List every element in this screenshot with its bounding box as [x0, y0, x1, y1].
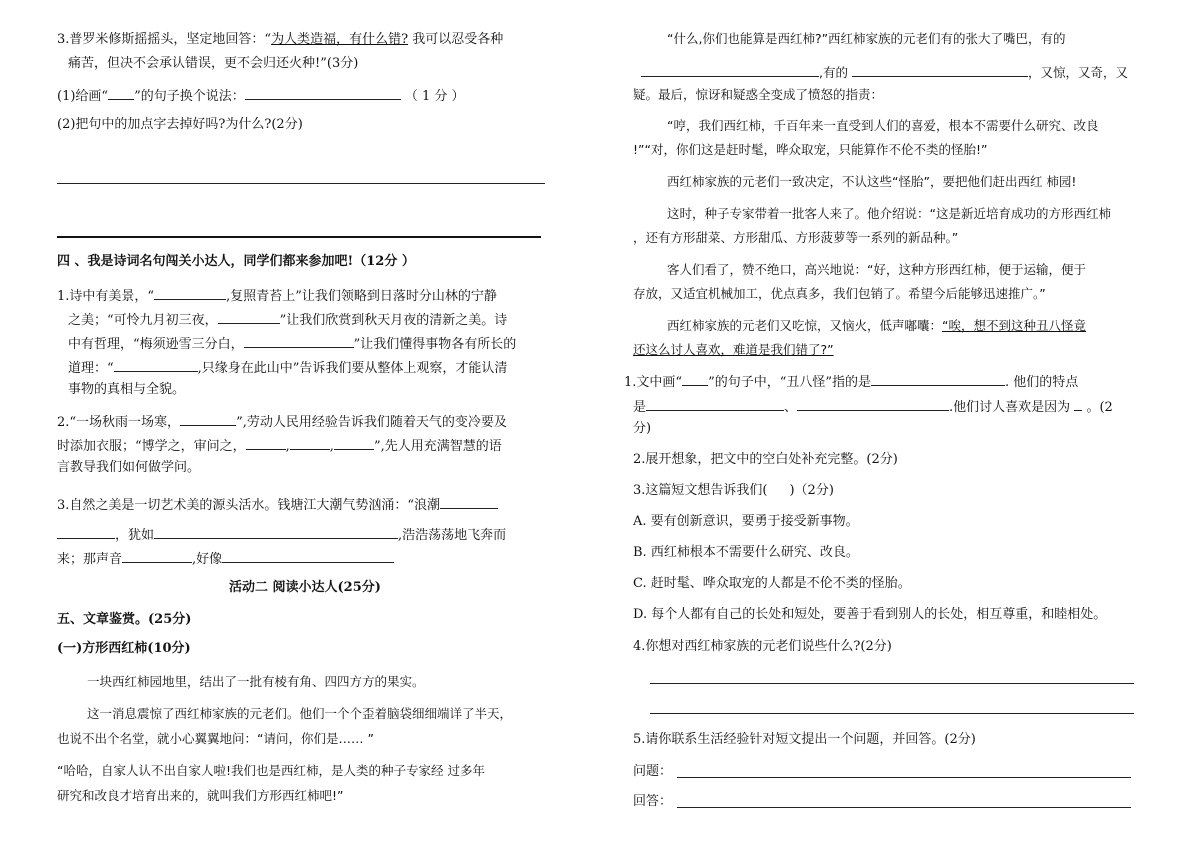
option-d[interactable]: D. 每个人都有自己的长处和短处，要善于看到别人的长处，相互尊重，和睦相处。 [633, 607, 1107, 622]
blank[interactable] [246, 435, 286, 450]
section5-title: 五、文章鉴赏。(25分) [57, 612, 192, 627]
blank[interactable] [154, 285, 226, 300]
q3-sub2: (2)把句中的加点字去掉好吗?为什么?(2分) [57, 117, 303, 132]
blank[interactable] [440, 494, 498, 509]
answer-line[interactable] [650, 683, 1134, 684]
answer-line[interactable] [650, 713, 1134, 714]
poem-q2-line3: 言教导我们如何做学问。 [57, 460, 201, 475]
poem-q1-line2: 之美；“可怜九月初三夜， ”让我们欣赏到秋天月夜的清新之美。诗 [68, 309, 507, 330]
article-para8-line2: 存放，又适宜机械加工，优点真多，我们包销了。希望今后能够迅速推广。” [633, 286, 1046, 301]
activity2-title: 活动二 阅读小达人(25分) [229, 580, 381, 595]
q3-line2: 痛苦，但决不会承认错误，更不会归还火种!”(3分) [68, 56, 359, 71]
answer-line[interactable] [57, 236, 541, 238]
underlined-sentence: 为人类造福，有什么错? [271, 32, 409, 47]
article-para4-line2: ,有的 ，又惊，又奇，又 [641, 62, 1128, 82]
article-para9-line2 [633, 341, 834, 359]
poem-q1-line4: 道理：“ ,只缘身在此山中”告诉我们要从整体上观察，才能认清 [68, 357, 507, 378]
blank[interactable] [57, 524, 115, 539]
blank[interactable] [682, 371, 708, 386]
q3-sub1: (1)给画“ ”的句子换个说法： （ 1 分 ） [57, 85, 465, 106]
reading-q1-line3: 分) [633, 421, 652, 436]
blank[interactable] [1074, 396, 1082, 411]
article-title: (一)方形西红柿(10分) [57, 641, 191, 656]
blank[interactable] [108, 85, 134, 100]
blank[interactable] [871, 371, 1005, 386]
article-para2-line2: 也说不出个名堂，就小心翼翼地问：“请问，你们是…… ” [57, 731, 374, 746]
article-para6: 西红柿家族的元老们一致决定，不认这些“怪胎”，要把他们赶出西红 柿园! [667, 174, 1077, 189]
article-para3-line1: “哈哈，自家人认不出自家人啦!我们也是西红柿，是人类的种子专家经 过多年 [57, 763, 485, 778]
poem-q1-line5: 事物的真相与全貌。 [68, 382, 186, 397]
poem-q3-line2: ，犹如 ,浩浩荡荡地飞奔而 [57, 524, 506, 545]
article-para5-line1: “哼，我们西红柿，千百年来一直受到人们的喜爱，根本不需要什么研究、改良 [667, 118, 1099, 133]
article-para8-line1: 客人们看了，赞不绝口，高兴地说：“好，这种方形西红柿，便于运输，便于 [667, 262, 1086, 277]
poem-q2-line1: 2.“一场秋雨一场寒， ”,劳动人民用经验告诉我们随着天气的变冷要及 [57, 411, 507, 432]
blank[interactable] [222, 548, 394, 563]
reading-q3: 3.这篇短文想告诉我们( )（2分) [633, 483, 834, 498]
reading-q1-line2: 是 、 .他们讨人喜欢是因为 。(2 [633, 396, 1113, 417]
blank[interactable] [334, 435, 374, 450]
article-para9-line1: 西红柿家族的元老们又吃惊，又恼火，低声嘟囔：“唉，想不到这种丑八怪竟 [667, 318, 1086, 333]
underlined-sentence: 还这么讨人喜欢，难道是我们错了?” [633, 342, 834, 357]
reading-q4: 4.你想对西红柿家族的元老们说些什么?(2分) [633, 639, 892, 654]
option-b[interactable]: B. 西红柿根本不需要什么研究、改良。 [633, 545, 859, 560]
poem-q1-line3: 中有哲理，“梅须逊雪三分白， ”让我们懂得事物各有所长的 [68, 333, 516, 354]
article-para2-line1: 这一消息震惊了西红柿家族的元老们。他们一个个歪着脑袋细细端详了半天， [87, 706, 513, 721]
blank[interactable] [114, 357, 198, 372]
article-para3-line2: 研究和改良才培育出来的，就叫我们方形西红柿吧!” [57, 788, 344, 803]
section4-title: 四 、我是诗词名句闯关小达人，同学们都来参加吧!（12分 ） [57, 254, 415, 269]
q3-line1: 3.普罗米修斯摇摇头，坚定地回答：“为人类造福，有什么错? 我可以忍受各种 [57, 32, 504, 47]
answer-answer-line[interactable] [677, 807, 1131, 808]
blank[interactable] [290, 435, 330, 450]
blank[interactable] [852, 62, 1028, 77]
blank[interactable] [180, 411, 236, 426]
blank[interactable] [122, 548, 192, 563]
answer-line[interactable] [57, 183, 545, 184]
option-c[interactable]: C. 赶时髦、哗众取宠的人都是不伦不类的怪胎。 [633, 576, 911, 591]
question-answer-line[interactable] [677, 777, 1131, 778]
reading-q2: 2.展开想象，把文中的空白处补充完整。(2分) [633, 452, 898, 467]
article-para4-line3: 疑。最后，惊讶和疑惑全变成了愤怒的指责： [633, 87, 884, 102]
article-para5-line2: !”“对，你们这是赶时髦，哗众取宠，只能算作不伦不类的怪胎!” [633, 142, 988, 157]
blank[interactable] [797, 396, 949, 411]
blank[interactable] [646, 396, 784, 411]
article-para1: 一块西红柿园地里，结出了一批有棱有角、四四方方的果实。 [87, 674, 425, 689]
blank[interactable] [218, 309, 280, 324]
answer-label: 回答： [633, 794, 673, 809]
article-para7-line2: ，还有方形甜菜、方形甜瓜、方形菠萝等一系列的新品种。” [633, 230, 959, 245]
reading-q1-line1: 1.文中画“ ”的句子中，“丑八怪”指的是 . 他们的特点 [624, 371, 1078, 392]
article-para7-line1: 这时，种子专家带着一批客人来了。他介绍说：“这是新近培育成功的方形西红柿 [667, 206, 1111, 221]
answer-blank[interactable] [245, 85, 401, 100]
blank[interactable] [154, 524, 398, 539]
poem-q1-line1: 1.诗中有美景，“ ,复照青苔上”让我们领略到日落时分山林的宁静 [57, 285, 497, 306]
option-a[interactable]: A. 要有创新意识，要勇于接受新事物。 [633, 514, 859, 529]
question-label: 问题： [633, 764, 673, 779]
blank[interactable] [244, 333, 354, 348]
article-para4-line1: “什么,你们也能算是西红柿?”西红柿家族的元老们有的张大了嘴巴，有的 [667, 31, 1066, 46]
reading-q5: 5.请你联系生活经验针对短文提出一个问题，并回答。(2分) [633, 732, 976, 747]
underlined-sentence: “唉，想不到这种丑八怪竟 [942, 318, 1086, 333]
poem-q3-line1: 3.自然之美是一切艺术美的源头活水。钱塘江大潮气势汹涌：“浪潮 [57, 494, 498, 515]
blank[interactable] [641, 62, 819, 77]
poem-q3-line3: 来；那声音 ,好像 [57, 548, 394, 569]
poem-q2-line2: 时添加衣服；“博学之，审问之， , , ”,先人用充满智慧的语 [57, 435, 502, 456]
